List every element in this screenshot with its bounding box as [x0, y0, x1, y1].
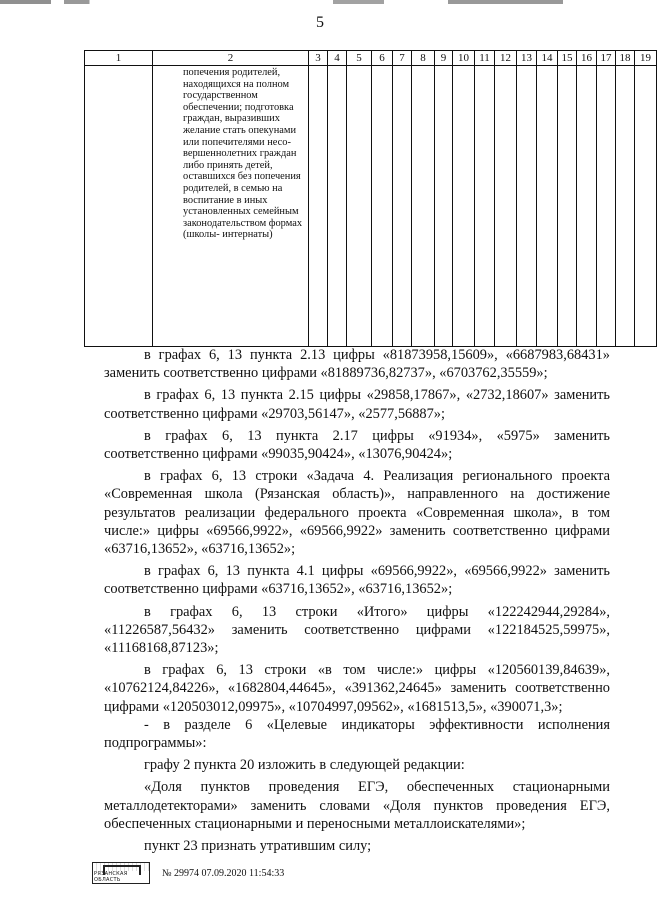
table-cell: [372, 66, 393, 347]
column-header: 8: [412, 51, 435, 66]
column-header: 12: [495, 51, 517, 66]
paragraph: в графах 6, 13 пункта 2.17 цифры «91934», «5975» заменить соответственно цифрами «99035,90424», «13076,90424»;: [104, 427, 610, 463]
paragraph: «Доля пунктов проведения ЕГЭ, обеспеченных стационарными металлодетекторами» заменить словами «Доля пунктов проведения ЕГЭ, обеспеченных стационарными и переносными металлоискателями»;: [104, 779, 610, 832]
scan-edge-artifact: [0, 0, 640, 4]
column-header: 10: [453, 51, 475, 66]
table-cell: [495, 66, 517, 347]
paragraph: - в разделе 6 «Целевые индикаторы эффективности исполнения подпрограммы»:: [104, 716, 610, 752]
table-cell: [616, 66, 635, 347]
column-header: 7: [393, 51, 412, 66]
column-header: 16: [577, 51, 597, 66]
column-header: 14: [537, 51, 558, 66]
table-cell: [328, 66, 347, 347]
table-row: [85, 66, 657, 347]
table-cell: [393, 66, 412, 347]
table-cell: [435, 66, 453, 347]
registry-logo: [92, 862, 150, 884]
paragraph: в графах 6, 13 пункта 2.15 цифры «29858,17867», «2732,18607» заменить соответственно цифрами «29703,56147», «2577,56887»;: [104, 387, 610, 422]
column-header: 15: [558, 51, 577, 66]
table-cell: [517, 66, 537, 347]
document-reference: № 29974 07.09.2020 11:54:33: [162, 867, 285, 879]
paragraph: графу 2 пункта 20 изложить в следующей редакции:: [144, 757, 465, 774]
cell-description: попечения родителей, находящихся на полном государственном обеспечении; подготовка граждан, выразивших желание стать опекунами или попечителями несо- вершеннолетних граждан либо принять детей, оставшихся без попечения родителей, в семью на воспитание в иных установленных семейным законодательством формах (школы- интернаты): [183, 67, 303, 241]
column-header: 11: [475, 51, 495, 66]
table-cell: [309, 66, 328, 347]
column-header: 19: [635, 51, 657, 66]
column-header: 9: [435, 51, 453, 66]
table-cell: [153, 66, 309, 347]
table-cell: [85, 66, 153, 347]
table-cell: [453, 66, 475, 347]
column-header: 5: [347, 51, 372, 66]
column-header: 3: [309, 51, 328, 66]
column-header: 18: [616, 51, 635, 66]
paragraph: в графах 6, 13 строки «Итого» цифры «122242944,29284», «11226587,56432» заменить соответственно цифрами «122184525,59975», «11168168,87123»;: [104, 603, 610, 657]
paragraph: пункт 23 признать утратившим силу;: [144, 838, 372, 855]
column-header: 2: [153, 51, 309, 66]
budget-table: [84, 50, 657, 347]
paragraph: в графах 6, 13 строки «в том числе:» цифры «120560139,84639», «10762124,84226», «1682804,44645», «391362,24645» заменить соответственно цифрами «120503012,09975», «10704997,09562», «1681513,5», «390071,3»;: [104, 662, 610, 715]
table-cell: [475, 66, 495, 347]
column-header: 13: [517, 51, 537, 66]
paragraph: в графах 6, 13 пункта 4.1 цифры «69566,9922», «69566,9922» заменить соответственно цифрами «63716,13652», «63716,13652»;: [104, 563, 610, 598]
column-header: 17: [597, 51, 616, 66]
table-cell: [537, 66, 558, 347]
table-cell: [412, 66, 435, 347]
logo-caption: РЯЗАНСКАЯ ОБЛАСТЬ: [93, 871, 149, 883]
table-cell: [577, 66, 597, 347]
paragraph: в графах 6, 13 пункта 2.13 цифры «81873958,15609», «6687983,68431» заменить соответственно цифрами «81889736,82737», «6703762,35559»;: [104, 347, 610, 382]
page-number: 5: [316, 14, 324, 31]
table-cell: [597, 66, 616, 347]
paragraph: в графах 6, 13 строки «Задача 4. Реализация регионального проекта «Современная школа (Рязанская область)», направленного на достижение результатов реализации федерального проекта «Современная школа», в том числе:» цифры «69566,9922», «69566,9922» заменить соответственно цифрами «63716,13652», «63716,13652»;: [104, 468, 610, 558]
column-header: 1: [85, 51, 153, 66]
table-cell: [347, 66, 372, 347]
document-footer: [92, 862, 284, 884]
table-cell: [635, 66, 657, 347]
table-header-row: [85, 51, 657, 66]
amendment-text: [104, 346, 610, 855]
table-cell: [558, 66, 577, 347]
column-header: 4: [328, 51, 347, 66]
column-header: 6: [372, 51, 393, 66]
